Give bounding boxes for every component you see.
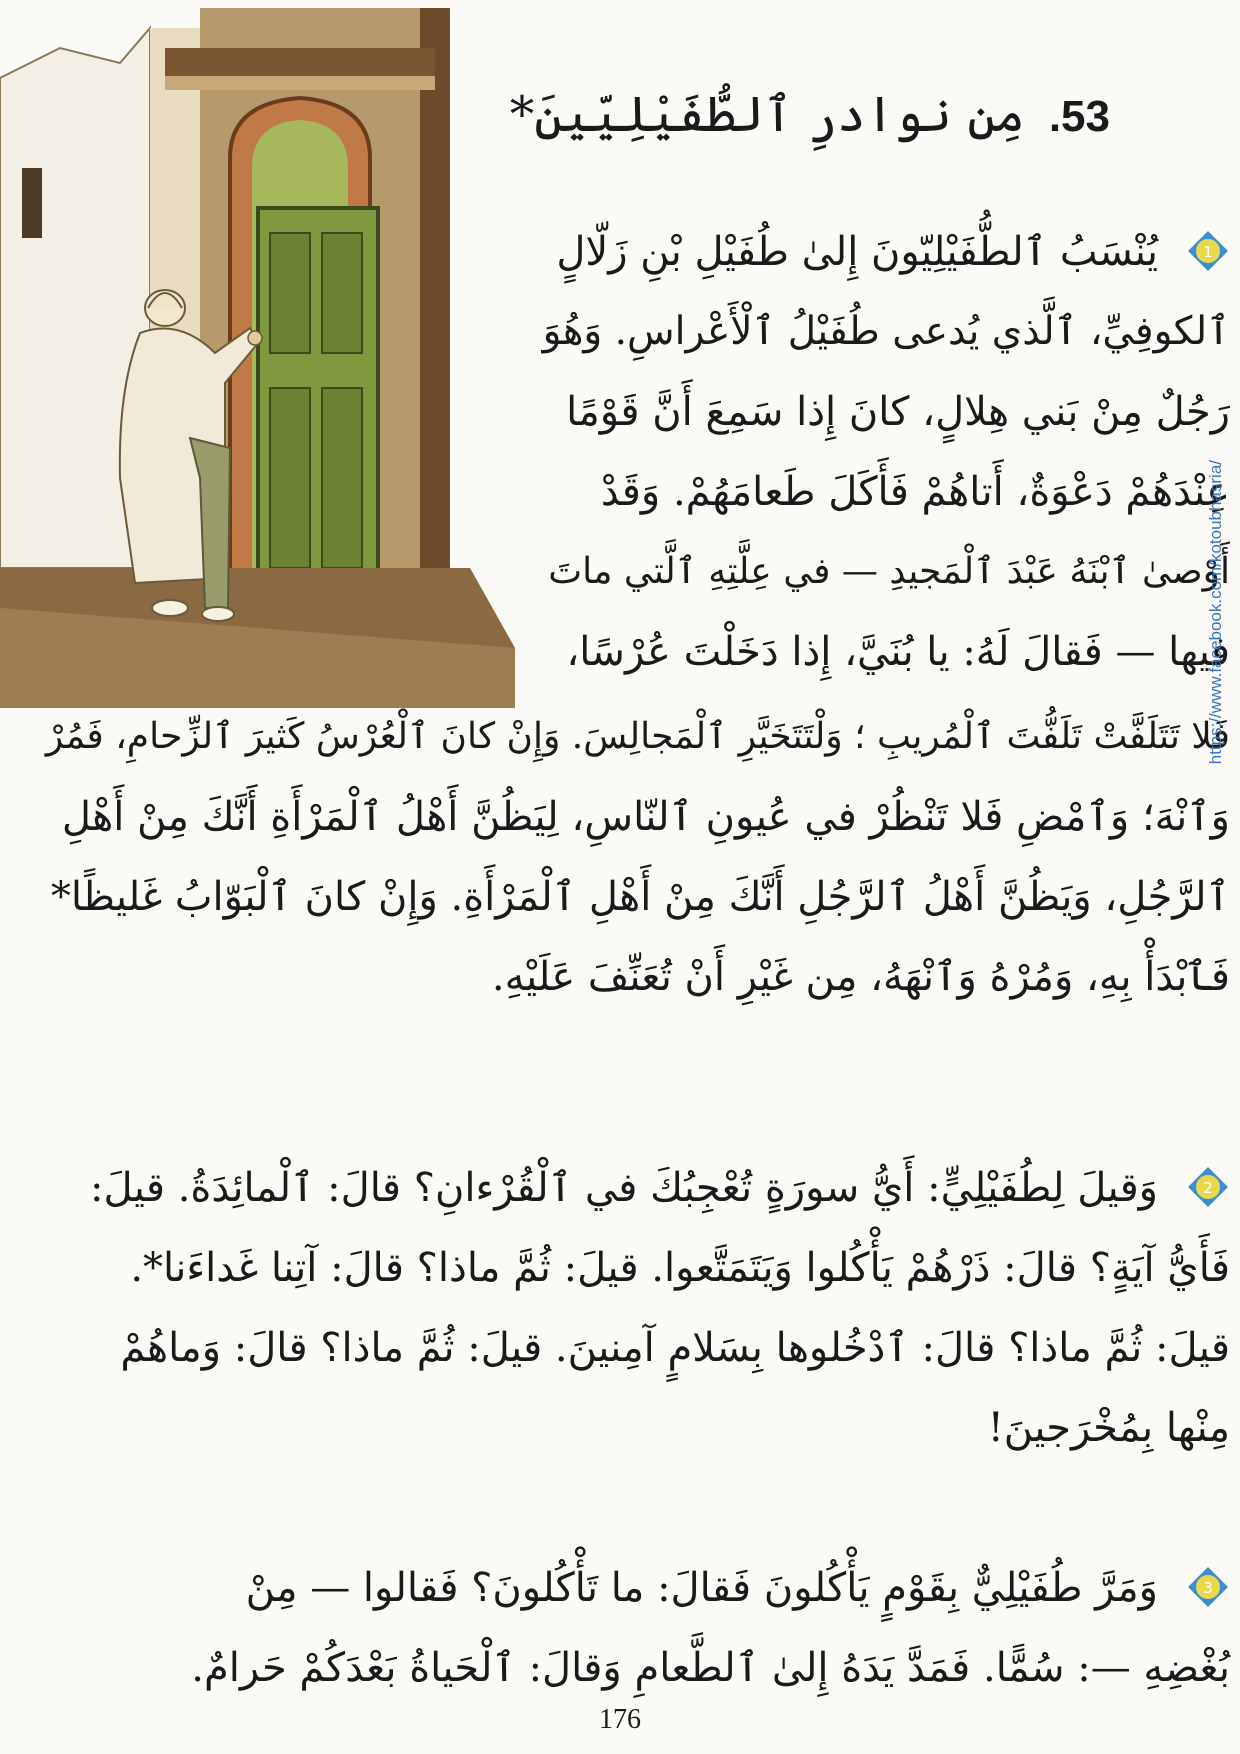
watermark-text[interactable]: https://www.facebook.com/kotoubhasria/ [1206,460,1225,765]
paragraph-1-line-1: يُنْسَبُ ٱلطُّفَيْلِيّونَ إِلىٰ طُفَيْلِ بْنِ زَلّالٍ [556,229,1158,275]
paragraph-number-badge-3 [1186,1565,1230,1609]
paragraph-1-line-4: عِنْدَهُمْ دَعْوَةٌ، أَتاهُمْ فَأَكَلَ طَعامَهُمْ. وَقَدْ [600,469,1230,515]
paragraph-1-line-8: وَٱنْهَ؛ وَٱمْضِ فَلا تَنْظُرْ في عُيونِ ٱلنّاسِ، لِيَظُنَّ أَهْلُ ٱلْمَرْأَةِ أَنَّكَ مِنْ أَهْلِ [61,794,1230,840]
paragraph-line [530,212,1230,292]
paragraph-1-line-7: فَلا تَتَلَفَّتْ تَلَفُّتَ ٱلْمُريبِ ؛ وَلْتَتَخَيَّرِ ٱلْمَجالِسَ. وَإِنْ كانَ ٱلْعُرْسُ كَثيرَ ٱلزِّحامِ، فَمُرْ [45,716,1230,757]
paragraph-1-line-9: ٱلرَّجُلِ، وَيَظُنَّ أَهْلُ ٱلرَّجُلِ أَنَّكَ مِنْ أَهْلِ ٱلْمَرْأَةِ. وَإِنْ كانَ ٱلْبَوّابُ غَليظًا* [50,874,1230,920]
illustration-man-at-door [0,8,515,708]
paragraph-2-line-2: فَأَيُّ آيَةٍ؟ قالَ: ذَرْهُمْ يَأْكُلوا وَيَتَمَتَّعوا. قيلَ: ثُمَّ ماذا؟ قالَ: آتِنا غَداءَنا*. [130,1245,1230,1291]
badge-number-2: 2 [1203,1179,1213,1197]
paragraph-2 [30,1148,1230,1468]
lesson-title [510,80,1110,152]
paragraph-2-line-4: مِنْها بِمُخْرَجينَ! [987,1405,1230,1451]
paragraph-line [30,1148,1230,1228]
lesson-number: 53. [1048,92,1110,141]
paragraph-number-badge-1 [1186,229,1230,273]
page-number: 176 [599,1704,641,1735]
paragraph-1-line-3: رَجُلٌ مِنْ بَني هِلالٍ، كانَ إِذا سَمِعَ أَنَّ قَوْمًا [566,389,1230,435]
paragraph-number-badge-2 [1186,1165,1230,1209]
paragraph-1-line-5: أَوْصىٰ ٱبْنَهُ عَبْدَ ٱلْمَجيدِ — في عِلَّتِهِ ٱلَّتي ماتَ [548,551,1230,592]
paragraph-1-bottom [30,697,1230,1017]
paragraph-3-line-1: وَمَرَّ طُفَيْلِيٌّ بِقَوْمٍ يَأْكُلونَ فَقالَ: ما تَأْكُلونَ؟ فَقالوا — مِنْ [245,1565,1158,1611]
badge-number-3: 3 [1203,1579,1213,1597]
paragraph-1-line-2: ٱلكوفِيِّ، ٱلَّذي يُدعى طُفَيْلُ ٱلْأَعْراسِ. وَهُوَ [542,309,1230,354]
paragraph-2-line-1: وَقيلَ لِطُفَيْلِيٍّ: أَيُّ سورَةٍ تُعْجِبُكَ في ٱلْقُرْءانِ؟ قالَ: ٱلْمائِدَةُ. قيلَ: [90,1165,1158,1211]
lesson-title-text: مِن نوادرِ ٱلطُّفَيْلِيّينَ* [509,86,1025,143]
badge-number-1: 1 [1203,243,1213,261]
paragraph-line [30,1548,1230,1628]
paragraph-1-line-10: فَٱبْدَأْ بِهِ، وَمُرْهُ وَٱنْهَهُ، مِن غَيْرِ أَنْ تُعَنِّفَ عَلَيْهِ. [491,954,1230,1000]
paragraph-1-line-6: فيها — فَقالَ لَهُ: يا بُنَيَّ، إِذا دَخَلْتَ عُرْسًا، [566,629,1230,675]
paragraph-1-top [530,212,1230,692]
paragraph-2-line-3: قيلَ: ثُمَّ ماذا؟ قالَ: ٱدْخُلوها بِسَلامٍ آمِنينَ. قيلَ: ثُمَّ ماذا؟ قالَ: وَماهُمْ [120,1325,1230,1371]
paragraph-3-line-2: بُغْضِهِ —: سُمًّا. فَمَدَّ يَدَهُ إِلىٰ ٱلطَّعامِ وَقالَ: ٱلْحَياةُ بَعْدَكُمْ حَرامٌ. [191,1645,1230,1691]
paragraph-3 [30,1548,1230,1708]
